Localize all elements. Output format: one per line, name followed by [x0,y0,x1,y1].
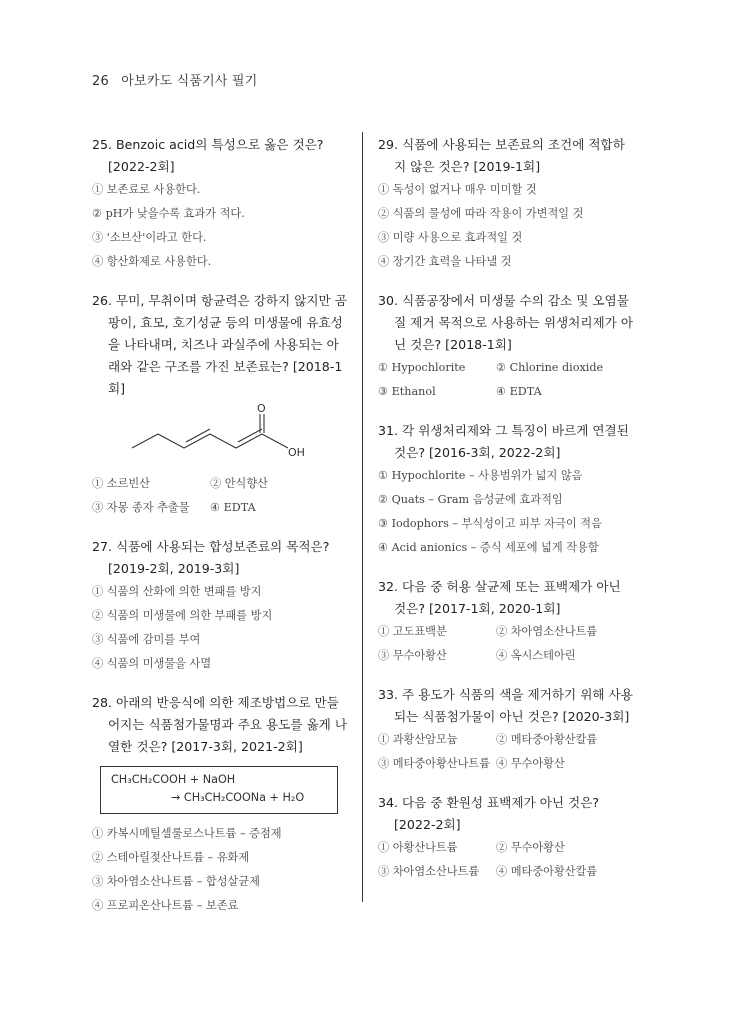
option-1: ① 독성이 없거나 매우 미미할 것 [378,183,537,196]
option-1: ① 고도표백분 [378,625,447,638]
question-32 [378,576,636,668]
option-2: ② 차아염소산나트륨 [496,625,598,638]
question-text: 29. 식품에 사용되는 보존료의 조건에 적합하지 않은 것은? [2019-1회] [378,137,625,174]
question-text: 30. 식품공장에서 미생물 수의 감소 및 오염물질 제거 목적으로 사용하는 위생처리제가 아닌 것은? [2018-1회] [378,293,633,352]
question-text: 28. 아래의 반응식에 의한 제조방법으로 만들어지는 식품첨가물명과 주요 용도를 옳게 나열한 것은? [2017-3회, 2021-2회] [92,695,347,754]
option-2: ② 식품의 물성에 따라 작용이 가변적일 것 [378,207,584,220]
option-1: ① 식품의 산화에 의한 변패를 방지 [92,585,262,598]
option-row [378,728,636,752]
question-28 [92,692,348,918]
question-25 [92,134,348,274]
option-3: ③ '소브산'이라고 한다. [92,231,207,244]
option-row [378,620,636,644]
reaction-equation-box [100,766,338,814]
option-3: ③ Ethanol [378,385,436,398]
option-4: ④ 장기간 효력을 나타낼 것 [378,255,512,268]
page-header [92,70,258,89]
option-3: ③ Iodophors – 부식성이고 피부 자극이 적음 [378,517,602,530]
option-2: ② Chlorine dioxide [496,361,604,374]
option-4: ④ 옥시스테아린 [496,649,576,662]
option-4: ④ EDTA [496,385,542,398]
oxygen-label: O [257,402,266,415]
question-text: 26. 무미, 무취이며 항균력은 강하지 않지만 곰팡이, 효모, 호기성균 등의 미생물에 유효성을 나타내며, 치즈나 과실주에 사용되는 아래와 같은 구조를 가진 보존료는? [2018-1회] [92,293,347,396]
right-column [378,134,636,900]
question-text: 33. 주 용도가 식품의 색을 제거하기 위해 사용되는 식품첨가물이 아닌 것은? [2020-3회] [378,687,633,724]
option-2: ② 메타중아황산칼륨 [496,733,598,746]
question-27 [92,536,348,676]
option-3: ③ 무수아황산 [378,649,447,662]
option-4: ④ Acid anionics – 증식 세포에 넓게 작용함 [378,541,599,554]
option-1: ① 카복시메틸셀룰로스나트륨 – 증점제 [92,827,282,840]
option-2: ② 안식향산 [210,477,268,490]
equation-line-2: → CH₃CH₂COONa + H₂O [171,791,305,804]
option-4: ④ 항산화제로 사용한다. [92,255,212,268]
option-4: ④ 식품의 미생물을 사멸 [92,657,212,670]
question-text: 31. 각 위생처리제와 그 특징이 바르게 연결된 것은? [2016-3회, 2022-2회] [378,423,629,460]
option-2: ② Quats – Gram 음성균에 효과적임 [378,493,563,506]
page-number: 26 [92,74,109,89]
book-title: 아보카도 식품기사 필기 [121,74,258,89]
option-row [378,356,636,380]
question-text: 32. 다음 중 허용 살균제 또는 표백제가 아닌 것은? [2017-1회, 2020-1회] [378,579,621,616]
question-31 [378,420,636,560]
option-row [378,752,636,776]
option-3: ③ 차아염소산나트륨 [378,865,480,878]
option-row [378,644,636,668]
hydroxyl-label: OH [288,446,305,459]
sorbic-acid-structure [128,402,328,468]
option-1: ① 과황산암모늄 [378,733,458,746]
question-text: 27. 식품에 사용되는 합성보존료의 목적은? [2019-2회, 2019-3회] [92,539,330,576]
question-26 [92,290,348,520]
question-30 [378,290,636,404]
column-divider [362,132,363,902]
option-1: ① Hypochlorite [378,361,466,374]
question-text: 34. 다음 중 환원성 표백제가 아닌 것은? [2022-2회] [378,795,600,832]
option-1: ① 소르빈산 [92,477,150,490]
equation-line-1: CH₃CH₂COOH + NaOH [111,773,236,786]
option-2: ② 식품의 미생물에 의한 부패를 방지 [92,609,273,622]
option-3: ③ 미량 사용으로 효과적일 것 [378,231,523,244]
option-3: ③ 식품에 감미를 부여 [92,633,201,646]
option-3: ③ 메타중아황산나트륨 [378,757,491,770]
option-row [378,860,636,884]
option-4: ④ 프로피온산나트륨 – 보존료 [92,899,239,912]
option-row [92,496,348,520]
option-1: ① 보존료로 사용한다. [92,183,201,196]
left-column [92,134,348,934]
option-row [378,836,636,860]
option-row [92,472,348,496]
question-text: 25. Benzoic acid의 특성으로 옳은 것은? [2022-2회] [92,137,324,174]
option-3: ③ 차아염소산나트륨 – 합성살균제 [92,875,260,888]
option-2: ② 무수아황산 [496,841,565,854]
option-2: ② 스테아릴젖산나트륨 – 유화제 [92,851,250,864]
option-2: ② pH가 낮을수록 효과가 적다. [92,207,245,220]
option-4: ④ EDTA [210,501,256,514]
option-1: ① Hypochlorite – 사용범위가 넓지 않음 [378,469,583,482]
option-1: ① 아황산나트륨 [378,841,458,854]
option-4: ④ 메타중아황산칼륨 [496,865,598,878]
question-33 [378,684,636,776]
option-3: ③ 자몽 종자 추출물 [92,501,190,514]
question-34 [378,792,636,884]
option-row [378,380,636,404]
question-29 [378,134,636,274]
option-4: ④ 무수아황산 [496,757,565,770]
